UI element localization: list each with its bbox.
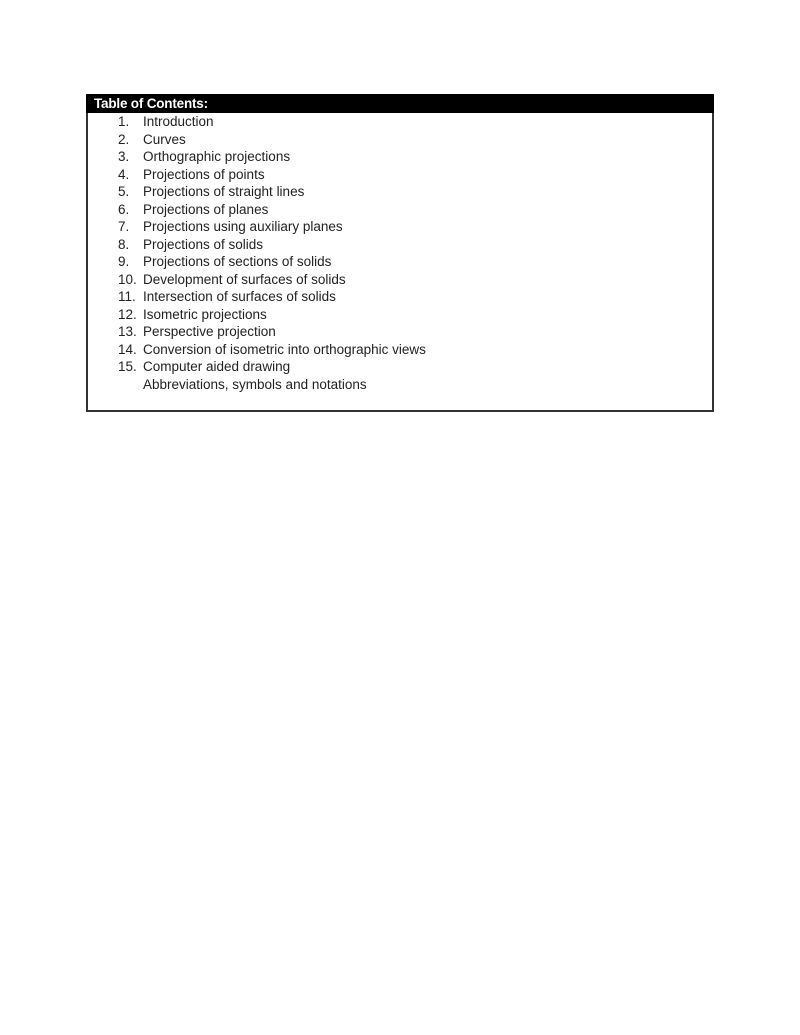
toc-item-label: Introduction [143,114,214,129]
toc-item-number: 15. [118,359,137,374]
toc-item-label: Projections of planes [143,201,269,217]
toc-item-number: 2. [118,131,130,147]
toc-item-label: Projections of straight lines [143,184,305,199]
toc-item-number: 4. [118,166,130,182]
toc-item-label: Projections of solids [143,236,264,252]
toc-item-number: 9. [118,254,130,269]
toc-item-number: 14. [118,341,137,357]
toc-item-number: 8. [118,236,130,252]
toc-item-label: Orthographic projections [143,149,291,164]
table-of-contents [86,94,714,412]
toc-item-number: 12. [118,306,137,322]
toc-item-label: Projections using auxiliary planes [143,219,343,234]
toc-item-label: Isometric projections [143,306,267,322]
toc-item-number: 3. [118,149,130,164]
toc-item-number: 11. [118,289,136,304]
toc-item-label: Abbreviations, symbols and notations [143,376,367,392]
toc-item-label: Intersection of surfaces of solids [143,289,336,304]
toc-item-number: 6. [118,201,130,217]
toc-item-label: Conversion of isometric into orthographic views [143,341,426,357]
toc-item-label: Computer aided drawing [143,359,291,374]
toc-item-number: 10. [118,271,137,287]
toc-item-label: Projections of sections of solids [143,254,332,269]
toc-item-number: 7. [118,219,130,234]
toc-item-number: 5. [118,184,130,199]
toc-item-number: 1. [118,114,130,129]
toc-item-label: Perspective projection [143,324,276,339]
toc-item-label: Projections of points [143,166,265,182]
toc-item-label: Curves [143,131,186,147]
toc-item-label: Development of surfaces of solids [143,271,346,287]
toc-title: Table of Contents: [86,94,714,113]
toc-item-number: 13. [118,324,137,339]
